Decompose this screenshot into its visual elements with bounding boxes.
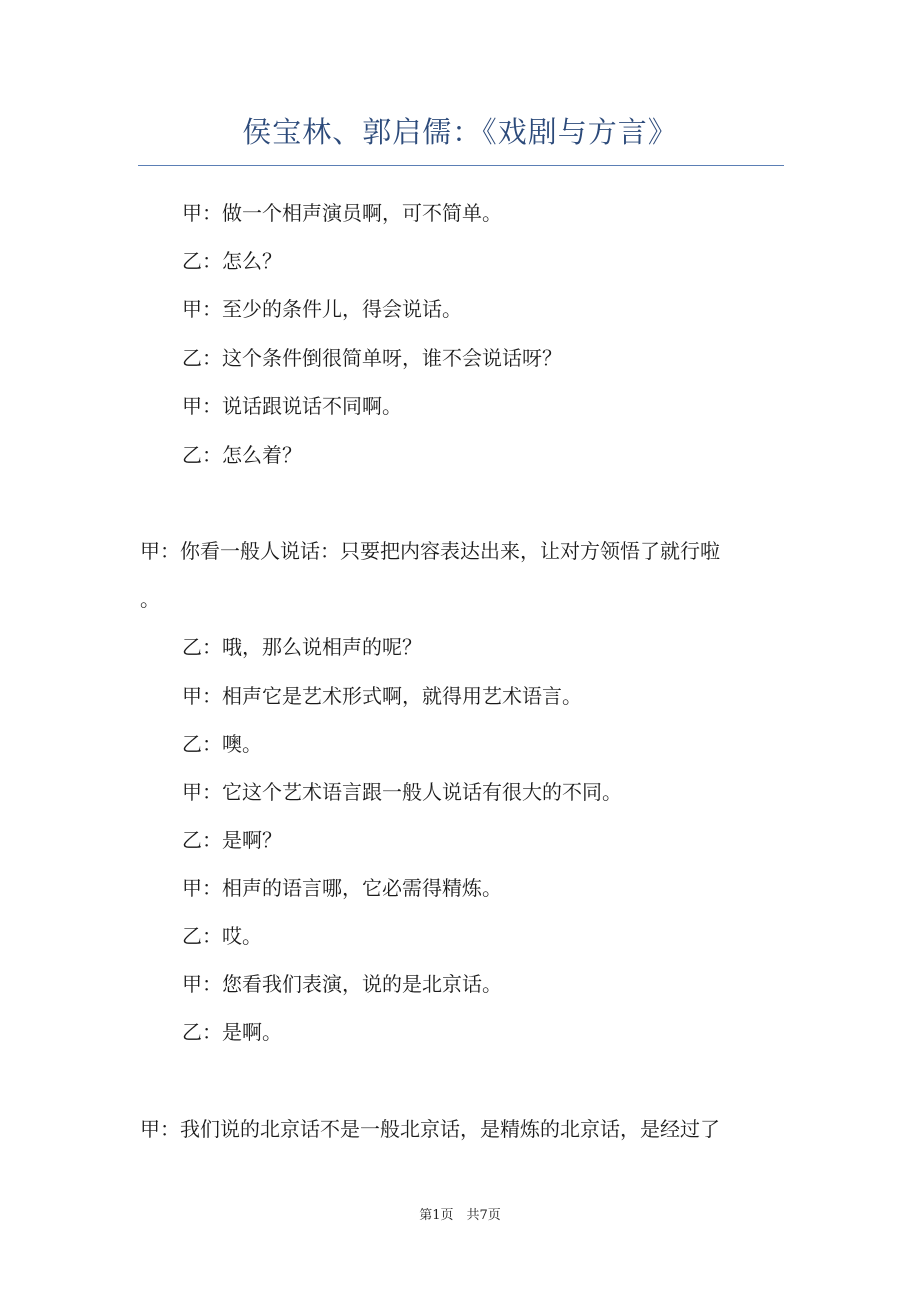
page-footer (0, 1206, 920, 1226)
paragraph: 甲：做一个相声演员啊，可不简单。 (182, 201, 502, 225)
paragraph: 甲：至少的条件儿，得会说话。 (182, 297, 462, 321)
paragraph: 乙：哦，那么说相声的呢？ (182, 635, 422, 659)
paragraph: 甲：它这个艺术语言跟一般人说话有很大的不同。 (182, 780, 622, 804)
paragraph: 甲：相声的语言哪，它必需得精炼。 (182, 876, 502, 900)
paragraph: 甲：说话跟说话不同啊。 (182, 394, 402, 418)
paragraph: 乙：哎。 (182, 924, 262, 948)
paragraph: 甲：我们说的北京话不是一般北京话，是精炼的北京话，是经过了 (140, 1117, 720, 1141)
paragraph-continuation: 。 (140, 587, 160, 611)
paragraph: 乙：怎么？ (182, 249, 282, 273)
paragraph: 乙：是啊？ (182, 828, 282, 852)
paragraph: 乙：噢。 (182, 732, 262, 756)
paragraph: 乙：怎么着？ (182, 443, 302, 467)
paragraph: 乙：这个条件倒很简单呀，谁不会说话呀？ (182, 346, 562, 370)
paragraph: 甲：你看一般人说话：只要把内容表达出来，让对方领悟了就行啦 (140, 539, 720, 563)
paragraph: 甲：您看我们表演，说的是北京话。 (182, 972, 502, 996)
paragraph: 甲：相声它是艺术形式啊，就得用艺术语言。 (182, 684, 582, 708)
page-number: 第1页 共7页 (419, 1208, 501, 1223)
paragraph: 乙：是啊。 (182, 1020, 282, 1044)
page-title: 侯宝林、郭启儒：《戏剧与方言》 (242, 115, 678, 149)
title-divider (138, 165, 784, 166)
